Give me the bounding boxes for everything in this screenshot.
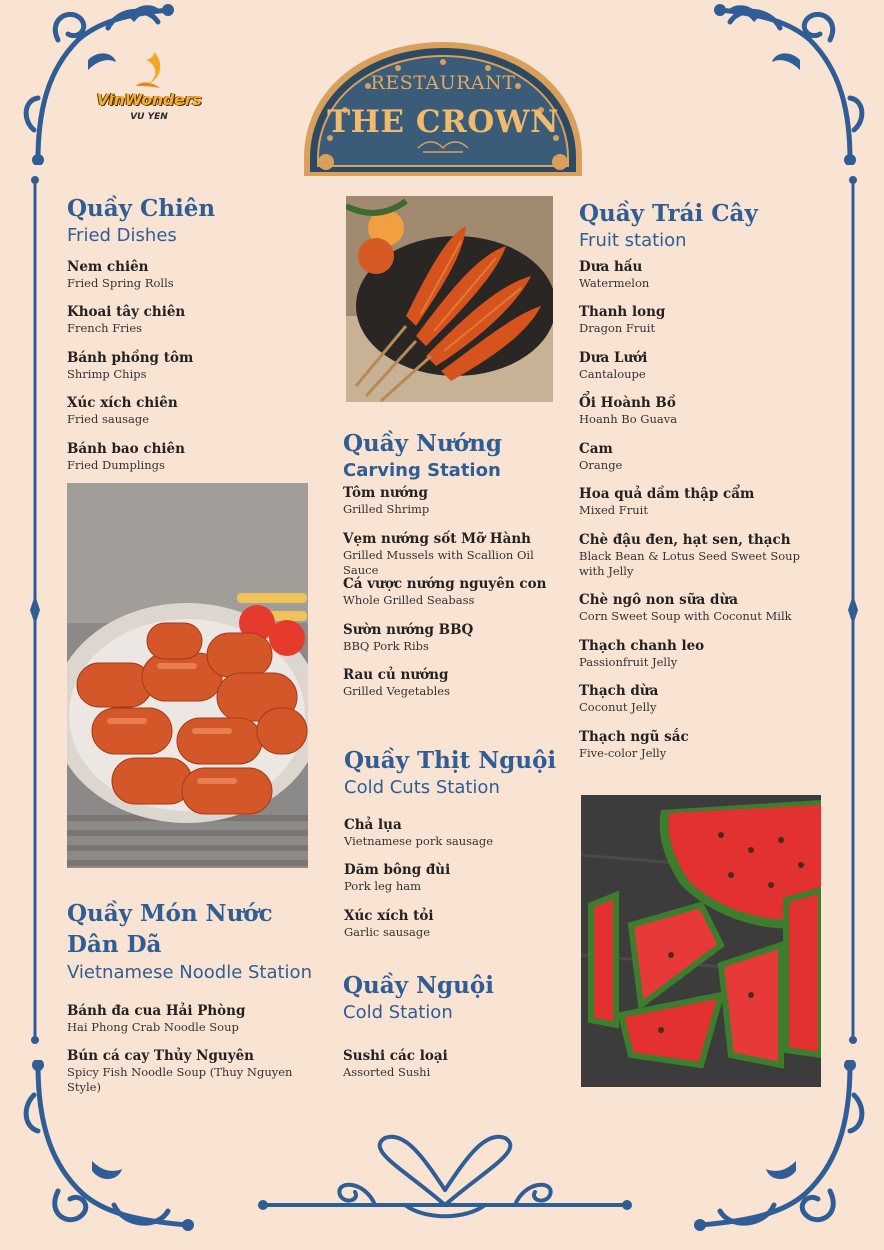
item-name-vn: Thạch chanh leo bbox=[579, 638, 705, 654]
item-name-vn: Bánh bao chiên bbox=[67, 441, 185, 457]
item-name-en: Fried Spring Rolls bbox=[67, 276, 174, 290]
item-name-en: BBQ Pork Ribs bbox=[343, 639, 429, 653]
carving-section-title: Quầy Nướng bbox=[343, 430, 502, 457]
item-name-vn: Xúc xích chiên bbox=[67, 395, 178, 411]
menu-item bbox=[579, 350, 819, 382]
item-name-vn: Thạch dừa bbox=[579, 683, 659, 699]
item-name-en: Grilled Shrimp bbox=[343, 502, 430, 516]
item-name-en: Hai Phong Crab Noodle Soup bbox=[67, 1020, 239, 1034]
right-border-line bbox=[846, 175, 860, 1045]
coldcuts-section-subtitle: Cold Cuts Station bbox=[344, 777, 500, 798]
item-name-vn: Chè đậu đen, hạt sen, thạch bbox=[579, 532, 791, 548]
item-name-vn: Sushi các loại bbox=[343, 1048, 448, 1064]
item-name-vn: Sườn nướng BBQ bbox=[343, 622, 474, 638]
menu-item bbox=[579, 532, 809, 579]
restaurant-name: THE CROWN bbox=[327, 104, 559, 140]
item-name-vn: Thanh long bbox=[579, 304, 666, 320]
cold-section-title: Quầy Nguội bbox=[343, 972, 494, 999]
menu-item bbox=[343, 531, 568, 578]
item-name-en: Black Bean & Lotus Seed Sweet Soup with Jelly bbox=[579, 549, 800, 578]
logo-text: VinWonders bbox=[96, 90, 202, 109]
item-name-en: French Fries bbox=[67, 321, 143, 335]
menu-item bbox=[344, 862, 569, 894]
item-name-en: Spicy Fish Noodle Soup (Thuy Nguyen Style) bbox=[67, 1065, 293, 1094]
item-name-en: Garlic sausage bbox=[344, 925, 431, 939]
menu-item bbox=[579, 729, 819, 761]
item-name-en: Mixed Fruit bbox=[579, 503, 648, 517]
item-name-vn: Vẹm nướng sốt Mỡ Hành bbox=[343, 531, 531, 547]
menu-item bbox=[343, 576, 568, 608]
sausage-platter-photo bbox=[67, 483, 308, 868]
menu-item bbox=[343, 667, 568, 699]
item-name-vn: Bánh phồng tôm bbox=[67, 350, 194, 366]
item-name-vn: Khoai tây chiên bbox=[67, 304, 186, 320]
item-name-en: Vietnamese pork sausage bbox=[344, 834, 494, 848]
item-name-vn: Dưa hấu bbox=[579, 259, 643, 275]
item-name-vn: Thạch ngũ sắc bbox=[579, 729, 689, 745]
item-name-vn: Dưa Lưới bbox=[579, 350, 648, 366]
fried-section-subtitle: Fried Dishes bbox=[67, 225, 177, 246]
item-name-en: Five-color Jelly bbox=[579, 746, 667, 760]
bottom-flourish-ornament bbox=[255, 1130, 635, 1225]
menu-item bbox=[67, 350, 307, 382]
item-name-en: Corn Sweet Soup with Coconut Milk bbox=[579, 609, 792, 623]
item-name-en: Pork leg ham bbox=[344, 879, 421, 893]
item-name-vn: Rau củ nướng bbox=[343, 667, 449, 683]
menu-item bbox=[344, 817, 569, 849]
item-name-en: Dragon Fruit bbox=[579, 321, 656, 335]
fruit-section-subtitle: Fruit station bbox=[579, 230, 687, 251]
item-name-vn: Chả lụa bbox=[344, 817, 402, 833]
item-name-en: Fried sausage bbox=[67, 412, 150, 426]
menu-item bbox=[579, 395, 819, 427]
menu-item bbox=[579, 592, 819, 624]
menu-item bbox=[343, 622, 568, 654]
menu-item bbox=[579, 638, 819, 670]
item-name-en: Shrimp Chips bbox=[67, 367, 147, 381]
coldcuts-section-title: Quầy Thịt Nguội bbox=[344, 747, 557, 774]
menu-item bbox=[579, 486, 819, 518]
menu-item bbox=[67, 304, 307, 336]
carving-section-subtitle: Carving Station bbox=[343, 460, 501, 481]
noodle-section-subtitle: Vietnamese Noodle Station bbox=[67, 962, 312, 983]
item-name-en: Fried Dumplings bbox=[67, 458, 165, 472]
item-name-vn: Bún cá cay Thủy Nguyên bbox=[67, 1048, 254, 1064]
item-name-vn: Cá vược nướng nguyên con bbox=[343, 576, 547, 592]
logo-subtitle: VU YEN bbox=[130, 112, 168, 122]
item-name-vn: Cam bbox=[579, 441, 613, 457]
fruit-section-title: Quầy Trái Cây bbox=[579, 200, 758, 227]
menu-item bbox=[343, 485, 568, 517]
menu-item bbox=[579, 259, 819, 291]
logo-flame-icon bbox=[130, 50, 170, 92]
menu-item bbox=[579, 683, 819, 715]
item-name-vn: Tôm nướng bbox=[343, 485, 428, 501]
cold-section-subtitle: Cold Station bbox=[343, 1002, 453, 1023]
menu-item bbox=[344, 908, 569, 940]
grilled-prawns-photo bbox=[346, 196, 553, 402]
noodle-section-title: Quầy Món Nước bbox=[67, 900, 273, 927]
item-name-vn: Dăm bông đùi bbox=[344, 862, 451, 878]
item-name-vn: Nem chiên bbox=[67, 259, 149, 275]
item-name-en: Grilled Vegetables bbox=[343, 684, 450, 698]
item-name-en: Grilled Mussels with Scallion Oil Sauce bbox=[343, 548, 534, 577]
item-name-vn: Hoa quả dầm thập cẩm bbox=[579, 486, 755, 502]
left-border-line bbox=[28, 175, 42, 1045]
noodle-section-title-line2: Dân Dã bbox=[67, 931, 162, 958]
menu-item bbox=[343, 1048, 568, 1080]
item-name-vn: Chè ngô non sữa dừa bbox=[579, 592, 739, 608]
item-name-en: Watermelon bbox=[579, 276, 650, 290]
menu-item bbox=[579, 441, 819, 473]
menu-item bbox=[67, 1003, 327, 1035]
item-name-en: Orange bbox=[579, 458, 623, 472]
menu-item bbox=[67, 259, 307, 291]
item-name-vn: Xúc xích tỏi bbox=[344, 908, 434, 924]
restaurant-label: RESTAURANT bbox=[370, 72, 516, 94]
item-name-en: Hoanh Bo Guava bbox=[579, 412, 678, 426]
menu-item bbox=[67, 395, 307, 427]
menu-item bbox=[67, 1048, 327, 1095]
item-name-en: Cantaloupe bbox=[579, 367, 646, 381]
menu-item bbox=[67, 441, 307, 473]
item-name-en: Coconut Jelly bbox=[579, 700, 657, 714]
fried-section-title: Quầy Chiên bbox=[67, 195, 216, 222]
menu-item bbox=[579, 304, 819, 336]
item-name-en: Passionfruit Jelly bbox=[579, 655, 678, 669]
vinwonders-logo bbox=[88, 50, 210, 126]
item-name-en: Whole Grilled Seabass bbox=[343, 593, 475, 607]
item-name-vn: Ổi Hoành Bồ bbox=[579, 395, 676, 411]
item-name-en: Assorted Sushi bbox=[343, 1065, 431, 1079]
watermelon-photo bbox=[581, 795, 821, 1087]
corner-ornament-top-right bbox=[690, 0, 870, 165]
item-name-vn: Bánh đa cua Hải Phòng bbox=[67, 1003, 246, 1019]
